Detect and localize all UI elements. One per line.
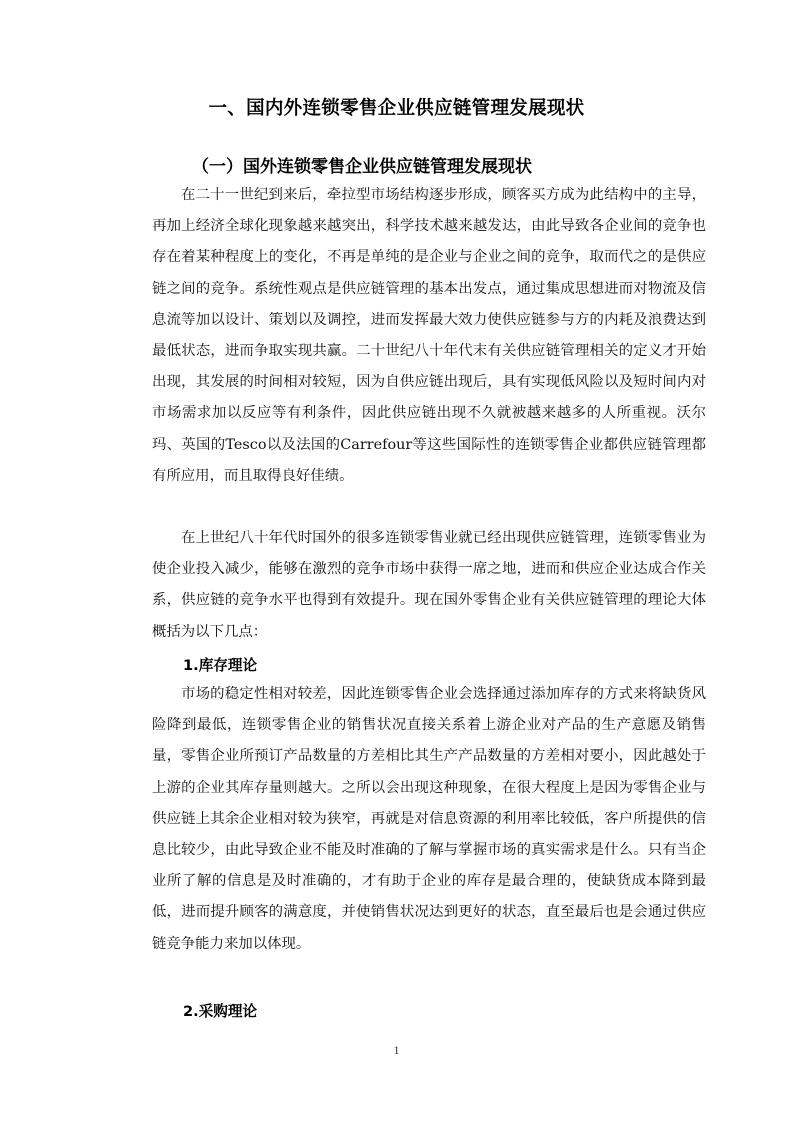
- body-paragraph: 在上世纪八十年代时国外的很多连锁零售业就已经出现供应链管理，连锁零售业为使企业投入减少，能够在激烈的竞争市场中获得一席之地，进而和供应企业达成合作关系，供应链的竞争水平也得到有效提升。现在国外零售企业有关供应链管理的理论大体概括为以下几点：: [152, 530, 706, 640]
- page-number: 1: [393, 1043, 400, 1057]
- subsection-heading-procurement: 2.采购理论: [183, 1003, 258, 1020]
- section-heading: （一）国外连锁零售企业供应链管理发展现状: [192, 157, 532, 177]
- body-paragraph: 市场的稳定性相对较差，因此连锁零售企业会选择通过添加库存的方式来将缺货风险降到最低，连锁零售企业的销售状况直接关系着上游企业对产品的生产意愿及销售量，零售企业所预订产品数量的方差相比其生产产品数量的方差相对要小，因此越处于上游的企业其库存量则越大。之所以会出现这种现象，在很大程度上是因为零售企业与供应链上其余企业相对较为狭窄，再就是对信息资源的利用率比较低，客户所提供的信息比较少，由此导致企业不能及时准确的了解与掌握市场的真实需求是什么。只有当企业所了解的信息是及时准确的，才有助于企业的库存是最合理的，使缺货成本降到最低，进而提升顾客的满意度，并使销售状况达到更好的状态，直至最后也是会通过供应链竞争能力来加以体现。: [152, 686, 706, 952]
- page-title: 一、国内外连锁零售企业供应链管理发展现状: [208, 98, 585, 119]
- subsection-heading-inventory: 1.库存理论: [183, 657, 258, 674]
- body-paragraph: 在二十一世纪到来后，牵拉型市场结构逐步形成，顾客买方成为此结构中的主导，再加上经济全球化现象越来越突出，科学技术越来越发达，由此导致各企业间的竞争也存在着某种程度上的变化，不再是单纯的是企业与企业之间的竞争，取而代之的是供应链之间的竞争。系统性观点是供应链管理的基本出发点，通过集成思想进而对物流及信息流等加以设计、策划以及调控，进而发挥最大效力使供应链参与方的内耗及浪费达到最低状态，进而争取实现共赢。二十世纪八十年代末有关供应链管理相关的定义才开始出现，其发展的时间相对较短，因为自供应链出现后，具有实现低风险以及短时间内对市场需求加以反应等有利条件，因此供应链出现不久就被越来越多的人所重视。沃尔玛、英国的Tesco以及法国的Carrefour等这些国际性的连锁零售企业都供应链管理都有所应用，而且取得良好佳绩。: [152, 187, 706, 484]
